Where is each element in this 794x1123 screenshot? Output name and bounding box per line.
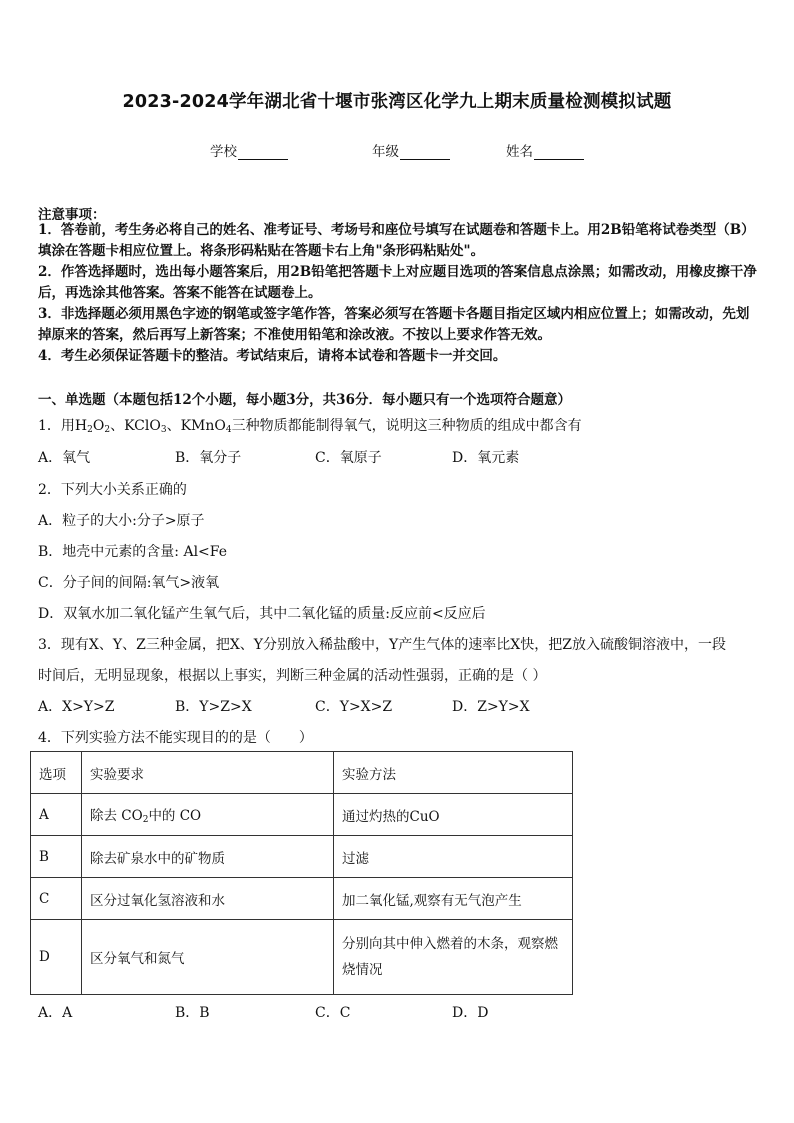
q2-option-d[interactable]: D．双氧水加二氧化锰产生氧气后，其中二氧化锰的质量:反应前<反应后 — [38, 606, 486, 622]
table-cell-requirement: 除去 $CO_2$中的 CO — [82, 794, 334, 836]
table-row — [31, 920, 573, 995]
table-header-cell: 选项 — [31, 752, 82, 794]
question-4-stem: 4．下列实验方法不能实现目的的是（ ） — [38, 730, 313, 746]
q1-option-c[interactable]: C．氧原子 — [315, 450, 382, 466]
table-cell-requirement: 区分氧气和氮气 — [82, 920, 334, 995]
table-header-row — [31, 752, 573, 794]
question-1-stem: 1．用$H_2O_2$、KClO$_3$、KMnO$_4$三种物质都能制得氧气，说明这三种物质的组成中都含有 — [38, 418, 582, 435]
table-cell-option: D — [31, 920, 82, 995]
q3-option-b[interactable]: B．Y>Z>X — [175, 699, 252, 715]
table-cell-method: 分别向其中伸入燃着的木条，观察燃 烧情况 — [334, 920, 573, 995]
school-blank[interactable] — [238, 145, 288, 160]
q3-option-d[interactable]: D．Z>Y>X — [452, 699, 530, 715]
school-field[interactable] — [210, 140, 288, 160]
grade-label: 年级 — [372, 144, 399, 160]
notice-item-3: 3．非选择题必须用黑色字迹的钢笔或签字笔作答，答案必须写在答题卡各题目指定区域内相应位置上；如需改动，先划掉原来的答案，然后再写上新答案；不准使用铅笔和涂改液。不按以上要求作答无效。 — [38, 306, 750, 343]
exam-title: 2023-2024学年湖北省十堰市张湾区化学九上期末质量检测模拟试题 — [122, 92, 672, 112]
q4-experiment-table — [30, 751, 573, 995]
q2-option-c[interactable]: C．分子间的间隔:氧气>液氧 — [38, 575, 220, 591]
q1-option-b[interactable]: B．氧分子 — [175, 450, 242, 466]
table-row — [31, 878, 573, 920]
q2-option-a[interactable]: A．粒子的大小:分子>原子 — [38, 513, 205, 529]
q1-option-d[interactable]: D．氧元素 — [452, 450, 520, 466]
name-blank[interactable] — [534, 145, 584, 160]
table-cell-requirement: 除去矿泉水中的矿物质 — [82, 836, 334, 878]
table-cell-method: 通过灼热的CuO — [334, 794, 573, 836]
table-cell-method: 加二氧化锰,观察有无气泡产生 — [334, 878, 573, 920]
q2-option-b[interactable]: B．地壳中元素的含量: Al<Fe — [38, 544, 228, 560]
notice-item-1: 1．答卷前，考生务必将自己的姓名、准考证号、考场号和座位号填写在试题卷和答题卡上。用2B铅笔将试卷类型（B）填涂在答题卡相应位置上。将条形码粘贴在答题卡右上角"条形码粘贴处"。 — [38, 222, 755, 259]
table-cell-requirement: 区分过氧化氢溶液和水 — [82, 878, 334, 920]
question-3-stem-line-1: 3．现有X、Y、Z三种金属，把X、Y分别放入稀盐酸中，Y产生气体的速率比X快，把Z放入硫酸铜溶液中，一段 — [38, 637, 726, 653]
grade-field[interactable] — [372, 140, 450, 160]
q4-option-d[interactable]: D．D — [452, 1005, 489, 1021]
q3-option-c[interactable]: C．Y>X>Z — [315, 699, 393, 715]
table-header-cell: 实验要求 — [82, 752, 334, 794]
student-info-row — [0, 140, 794, 160]
name-field[interactable] — [506, 140, 584, 160]
question-3-stem-line-2: 时间后，无明显现象，根据以上事实，判断三种金属的活动性强弱，正确的是（ ） — [38, 668, 547, 684]
notice-heading: 注意事项： — [38, 207, 106, 223]
section-heading-single-choice: 一、单选题（本题包括12个小题，每小题3分，共36分．每小题只有一个选项符合题意） — [38, 392, 571, 408]
q4-option-b[interactable]: B．B — [175, 1005, 210, 1021]
notice-item-2: 2．作答选择题时，选出每小题答案后，用2B铅笔把答题卡上对应题目选项的答案信息点涂黑；如需改动，用橡皮擦干净后，再选涂其他答案。答案不能答在试题卷上。 — [38, 264, 757, 301]
notice-item-4: 4．考生必须保证答题卡的整洁。考试结束后，请将本试卷和答题卡一并交回。 — [38, 348, 507, 364]
school-label: 学校 — [210, 144, 237, 160]
table-row — [31, 794, 573, 836]
table-header-cell: 实验方法 — [334, 752, 573, 794]
table-row — [31, 836, 573, 878]
q3-option-a[interactable]: A．X>Y>Z — [38, 699, 115, 715]
q1-option-a[interactable]: A．氧气 — [38, 450, 91, 466]
name-label: 姓名 — [506, 144, 533, 160]
table-cell-option: B — [31, 836, 82, 878]
table-cell-option: C — [31, 878, 82, 920]
q4-option-c[interactable]: C．C — [315, 1005, 351, 1021]
table-cell-option: A — [31, 794, 82, 836]
table-cell-method: 过滤 — [334, 836, 573, 878]
question-2-stem: 2．下列大小关系正确的 — [38, 482, 187, 498]
grade-blank[interactable] — [400, 145, 450, 160]
q4-option-a[interactable]: A．A — [38, 1005, 73, 1021]
